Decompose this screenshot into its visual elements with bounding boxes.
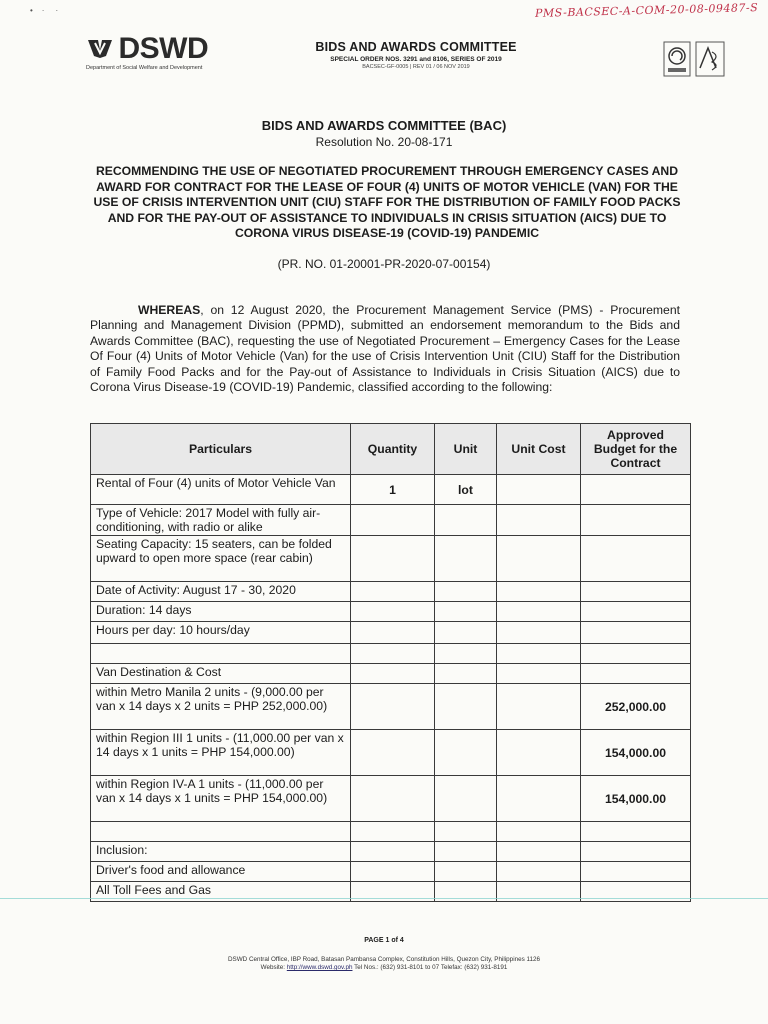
cell-unit-cost bbox=[497, 602, 581, 622]
page-number: PAGE 1 of 4 bbox=[364, 937, 404, 944]
resolution-subject: RECOMMENDING THE USE OF NEGOTIATED PROCUREMENT THROUGH EMERGENCY CASES AND AWARD FOR CONTRACT FOR THE LEASE OF FOUR (4) UNITS OF MOTOR VEHICLE (VAN) FOR THE USE OF CRISIS INTERVENTION UNIT (CIU) STAFF FOR THE DISTRIBUTION OF FAMILY FOOD PACKS AND FOR THE PAY-OUT OF ASSISTANCE TO INDIVIDUALS IN CRISIS SITUATION (AICS) DUE TO CORONA VIRUS DISEASE-19 (COVID-19) PANDEMIC bbox=[93, 164, 681, 241]
certification-seals-icon bbox=[662, 38, 726, 88]
document-title: BIDS AND AWARDS COMMITTEE (BAC) bbox=[261, 118, 507, 133]
table-row bbox=[91, 475, 691, 505]
website-label: Website: bbox=[260, 964, 286, 971]
table-row bbox=[91, 730, 691, 776]
particulars-table bbox=[90, 423, 691, 902]
cell-budget: 154,000.00 bbox=[581, 776, 691, 822]
form-reference: BACSEC-GF-0005 | REV 01 / 06 NOV 2019 bbox=[362, 64, 470, 70]
cell-unit bbox=[435, 730, 497, 776]
cell-unit-cost bbox=[497, 730, 581, 776]
cell-particulars bbox=[91, 822, 351, 842]
table-row bbox=[91, 664, 691, 684]
cell-unit-cost bbox=[497, 644, 581, 664]
cell-particulars: Driver's food and allowance bbox=[91, 862, 351, 882]
page-footer bbox=[0, 937, 768, 972]
table-row bbox=[91, 822, 691, 842]
header-approved-budget: Approved Budget for the Contract bbox=[581, 424, 691, 475]
table-header-row bbox=[91, 424, 691, 475]
whereas-label: WHEREAS bbox=[138, 303, 201, 317]
table-row bbox=[91, 776, 691, 822]
cell-unit bbox=[435, 664, 497, 684]
cell-unit bbox=[435, 536, 497, 582]
cell-budget bbox=[581, 505, 691, 536]
cell-unit-cost bbox=[497, 582, 581, 602]
cell-quantity: 1 bbox=[351, 475, 435, 505]
cell-quantity bbox=[351, 842, 435, 862]
cell-quantity bbox=[351, 602, 435, 622]
cell-unit-cost bbox=[497, 684, 581, 730]
cell-particulars: Duration: 14 days bbox=[91, 602, 351, 622]
cell-quantity bbox=[351, 684, 435, 730]
letterhead bbox=[86, 32, 726, 82]
cell-quantity bbox=[351, 776, 435, 822]
cell-particulars: within Region IV-A 1 units - (11,000.00 per van x 14 days x 1 units = PHP 154,000.00) bbox=[91, 776, 351, 822]
table-row bbox=[91, 842, 691, 862]
committee-title: BIDS AND AWARDS COMMITTEE bbox=[315, 40, 517, 54]
cell-particulars bbox=[91, 644, 351, 664]
cell-quantity bbox=[351, 582, 435, 602]
table-row bbox=[91, 602, 691, 622]
scan-specks: • · · bbox=[30, 6, 59, 15]
cell-budget bbox=[581, 862, 691, 882]
purchase-request-number: (PR. NO. 01-20001-PR-2020-07-00154) bbox=[277, 257, 491, 271]
cell-particulars: Type of Vehicle: 2017 Model with fully air-conditioning, with radio or alike bbox=[91, 505, 351, 536]
cell-quantity bbox=[351, 730, 435, 776]
header-quantity: Quantity bbox=[351, 424, 435, 475]
cell-budget bbox=[581, 536, 691, 582]
cell-particulars: Date of Activity: August 17 - 30, 2020 bbox=[91, 582, 351, 602]
cell-budget bbox=[581, 842, 691, 862]
cell-particulars: Inclusion: bbox=[91, 842, 351, 862]
cell-particulars: within Metro Manila 2 units - (9,000.00 per van x 14 days x 2 units = PHP 252,000.00) bbox=[91, 684, 351, 730]
table-row bbox=[91, 644, 691, 664]
cell-unit-cost bbox=[497, 505, 581, 536]
handwritten-reference: PMS-BACSEC-A-COM-20-08-09487-S bbox=[534, 1, 759, 20]
cell-unit bbox=[435, 862, 497, 882]
cell-budget bbox=[581, 644, 691, 664]
header-particulars: Particulars bbox=[91, 424, 351, 475]
cell-quantity bbox=[351, 622, 435, 644]
cell-unit bbox=[435, 602, 497, 622]
cell-unit-cost bbox=[497, 776, 581, 822]
cell-unit bbox=[435, 505, 497, 536]
table-row bbox=[91, 622, 691, 644]
table-row bbox=[91, 582, 691, 602]
cell-particulars: within Region III 1 units - (11,000.00 per van x 14 days x 1 units = PHP 154,000.00) bbox=[91, 730, 351, 776]
cell-quantity bbox=[351, 664, 435, 684]
cell-unit-cost bbox=[497, 664, 581, 684]
office-address: DSWD Central Office, IBP Road, Batasan Pambansa Complex, Constitution Hills, Quezon City, Philippines 1126 bbox=[227, 956, 541, 963]
cell-budget bbox=[581, 622, 691, 644]
cell-particulars: Van Destination & Cost bbox=[91, 664, 351, 684]
header-unit: Unit bbox=[435, 424, 497, 475]
resolution-number: Resolution No. 20-08-171 bbox=[315, 135, 453, 149]
cell-quantity bbox=[351, 862, 435, 882]
table-row bbox=[91, 505, 691, 536]
cell-quantity bbox=[351, 505, 435, 536]
cell-unit bbox=[435, 776, 497, 822]
scan-crop-line bbox=[0, 898, 768, 899]
cell-budget bbox=[581, 602, 691, 622]
cell-particulars: Seating Capacity: 15 seaters, can be folded upward to open more space (rear cabin) bbox=[91, 536, 351, 582]
logo-subtitle: Department of Social Welfare and Development bbox=[86, 65, 203, 71]
table-row bbox=[91, 536, 691, 582]
cell-quantity bbox=[351, 822, 435, 842]
logo-wordmark: DSWD bbox=[118, 32, 209, 65]
cell-particulars: All Toll Fees and Gas bbox=[91, 882, 351, 902]
cell-budget: 154,000.00 bbox=[581, 730, 691, 776]
cell-unit bbox=[435, 644, 497, 664]
cell-unit-cost bbox=[497, 842, 581, 862]
header-unit-cost: Unit Cost bbox=[497, 424, 581, 475]
cell-quantity bbox=[351, 536, 435, 582]
cell-budget bbox=[581, 475, 691, 505]
dswd-logo bbox=[86, 32, 246, 71]
cell-unit-cost bbox=[497, 475, 581, 505]
cell-unit bbox=[435, 684, 497, 730]
cell-unit bbox=[435, 582, 497, 602]
cell-budget: 252,000.00 bbox=[581, 684, 691, 730]
cell-unit bbox=[435, 842, 497, 862]
cell-budget bbox=[581, 822, 691, 842]
committee-heading bbox=[286, 40, 546, 70]
cell-unit bbox=[435, 822, 497, 842]
website-link[interactable]: http://www.dswd.gov.ph bbox=[286, 964, 353, 971]
cell-unit-cost bbox=[497, 862, 581, 882]
cell-unit: lot bbox=[435, 475, 497, 505]
contact-line bbox=[0, 964, 768, 972]
special-order: SPECIAL ORDER NOS. 3291 and 8106, SERIES OF 2019 bbox=[330, 56, 502, 63]
cell-quantity bbox=[351, 644, 435, 664]
cell-particulars: Hours per day: 10 hours/day bbox=[91, 622, 351, 644]
cell-unit bbox=[435, 622, 497, 644]
cell-unit-cost bbox=[497, 822, 581, 842]
table-row bbox=[91, 862, 691, 882]
cell-budget bbox=[581, 664, 691, 684]
cell-unit-cost bbox=[497, 622, 581, 644]
dswd-emblem-icon bbox=[86, 36, 114, 60]
whereas-paragraph bbox=[90, 303, 680, 395]
cell-unit-cost bbox=[497, 536, 581, 582]
table-row bbox=[91, 684, 691, 730]
cell-budget bbox=[581, 582, 691, 602]
cell-particulars: Rental of Four (4) units of Motor Vehicle Van bbox=[91, 475, 351, 505]
whereas-text: , on 12 August 2020, the Procurement Management Service (PMS) - Procurement Planning and Management Division (PPMD), submitted an endorsement memorandum to the Bids and Awards Committee (BAC), requesting the use of Negotiated Procurement – Emergency Cases for the Lease Of Four (4) Units of Motor Vehicle (Van) for the use of Crisis Intervention Unit (CIU) Staff for the Distribution of Family Food Packs and for the Pay-out of Assistance to Individuals in Crisis Situation (AICS) due to Corona Virus Disease-19 (COVID-19) Pandemic, classified according to the following: bbox=[90, 303, 680, 395]
phone-numbers: Tel Nos.: (632) 931-8101 to 07 Telefax: (632) 931-8191 bbox=[354, 964, 508, 971]
